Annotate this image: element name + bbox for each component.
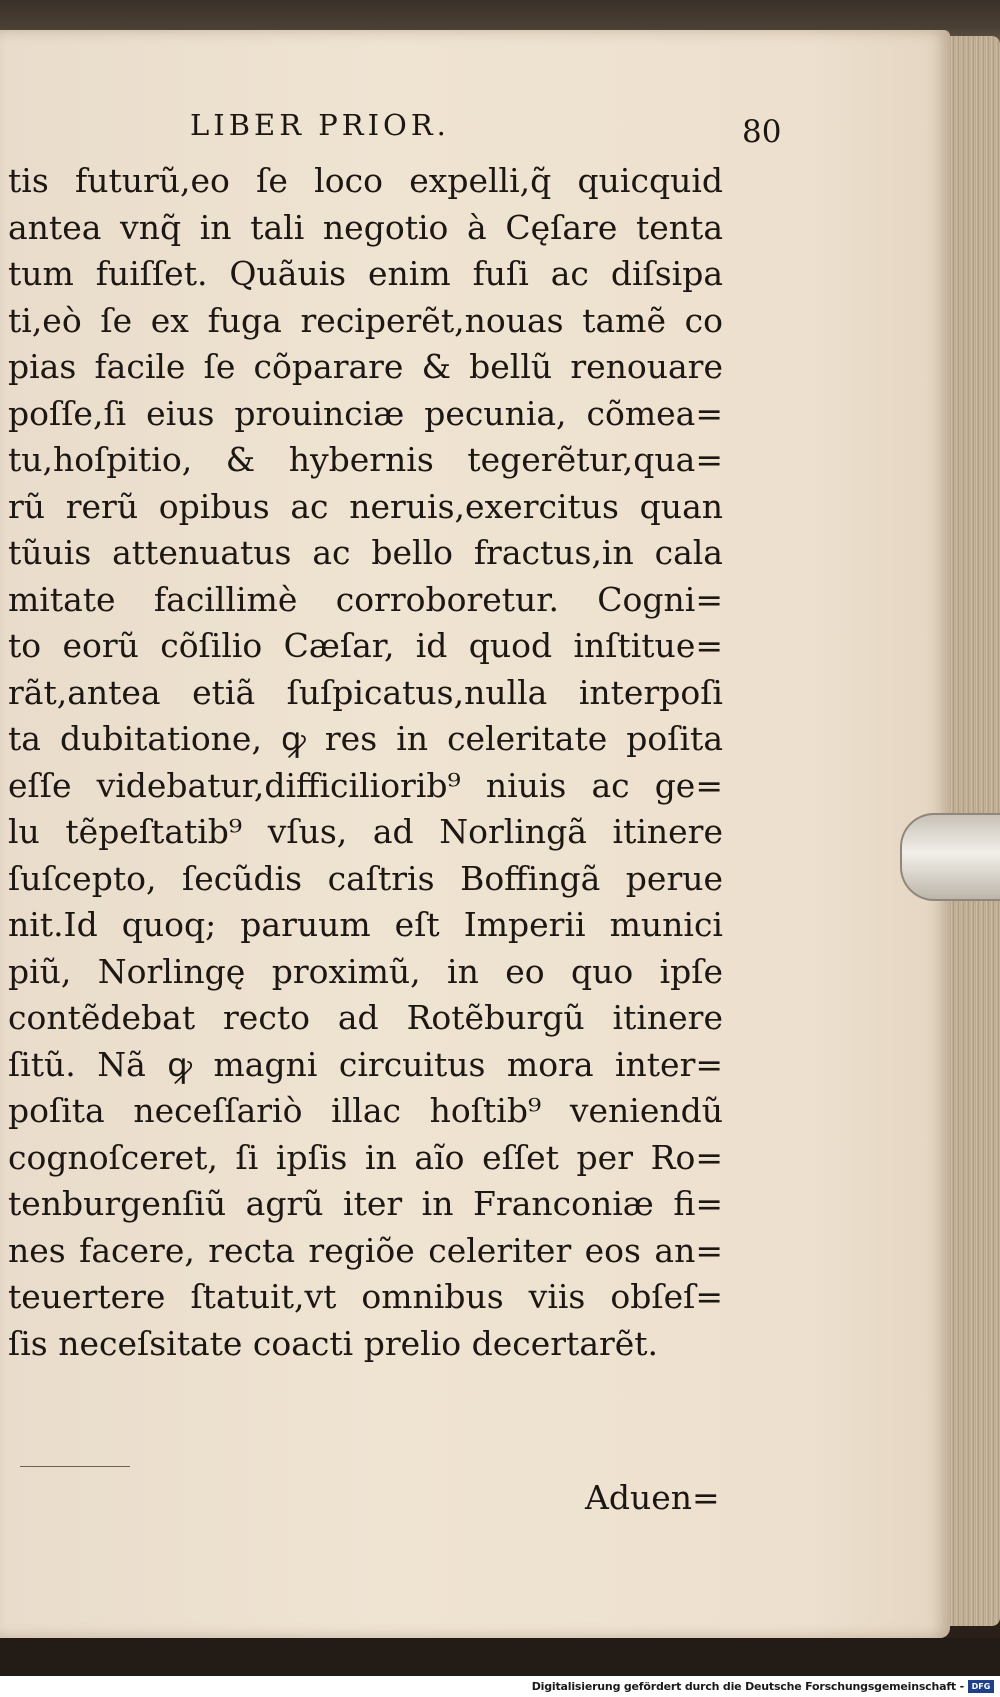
text-line: tenburgenſiũ agrũ iter in Franconiæ fi=	[8, 1184, 723, 1223]
dfg-logo: DFG	[968, 1680, 994, 1693]
digitization-credit: Digitalisierung gefördert durch die Deutsche Forschungsgemeinschaft -	[531, 1680, 964, 1693]
text-line: ta dubitatione, ꝙ res in celeritate poſita	[8, 719, 723, 758]
text-line: ſitũ. Nã ꝙ magni circuitus mora inter=	[8, 1044, 723, 1084]
text-line: rũ rerũ opibus ac neruis,exercitus quan	[8, 486, 723, 526]
text-line: nit.Id quoq; paruum eſt Imperii munici	[8, 905, 723, 944]
text-line: lu tẽpeſtatib⁹ vſus, ad Norlingã itinere	[8, 812, 723, 851]
text-line: to eorũ cõſilio Cæſar, id quod inſtitue=	[8, 626, 723, 665]
body-text	[8, 158, 723, 1367]
text-line: tũuis attenuatus ac bello fractus,in cala	[8, 533, 723, 572]
text-line: antea vnq̃ in tali negotio à Cęſare tenta	[8, 207, 723, 247]
text-line: ti,eò ſe ex fuga reciperẽt,nouas tamẽ co	[8, 300, 723, 340]
text-line: mitate facillimè corroboretur. Cogni=	[8, 579, 723, 619]
footer-strip	[0, 1676, 1000, 1697]
text-line: eſſe videbatur,difficiliorib⁹ niuis ac ge=	[8, 765, 723, 805]
text-line: ſis neceſsitate coacti prelio decertarẽt.	[8, 1323, 659, 1363]
text-line: cognoſceret, ſi ipſis in aĩo eſſet per Ro=	[8, 1137, 723, 1177]
text-line: poſſe,ſi eius prouinciæ pecunia, cõmea=	[8, 393, 723, 433]
text-line: ſuſcepto, ſecũdis caſtris Boffingã perue	[8, 858, 723, 898]
text-rule	[20, 1466, 130, 1467]
text-line: piũ, Norlingę proximũ, in eo quo ipſe	[8, 951, 723, 991]
text-line: teuertere ſtatuit,vt omnibus viis obſeſ=	[8, 1277, 723, 1316]
book-clip	[900, 813, 1000, 901]
text-line: rãt,antea etiã ſuſpicatus,nulla interpoſi	[8, 672, 723, 712]
text-line: nes facere, recta regiõe celeriter eos an=	[8, 1230, 723, 1270]
text-line: pias facile ſe cõparare & bellũ renouare	[8, 347, 723, 386]
text-line: poſita neceſſariò illac hoſtib⁹ veniendũ	[8, 1091, 723, 1130]
page-number: 80	[742, 114, 782, 150]
book-bottom-edge	[0, 1638, 1000, 1676]
text-line: tum fuiſſet. Quãuis enim fuſi ac diſsipa	[8, 254, 723, 293]
text-line: contẽdebat recto ad Rotẽburgũ itinere	[8, 998, 723, 1037]
text-line: tu,hoſpitio, & hybernis tegerẽtur,qua=	[8, 440, 723, 479]
running-head: LIBER PRIOR.	[190, 108, 450, 142]
text-line: tis futurũ,eo ſe loco expelli,q̃ quicquid	[8, 161, 723, 200]
catchword: Aduen=	[585, 1478, 720, 1517]
